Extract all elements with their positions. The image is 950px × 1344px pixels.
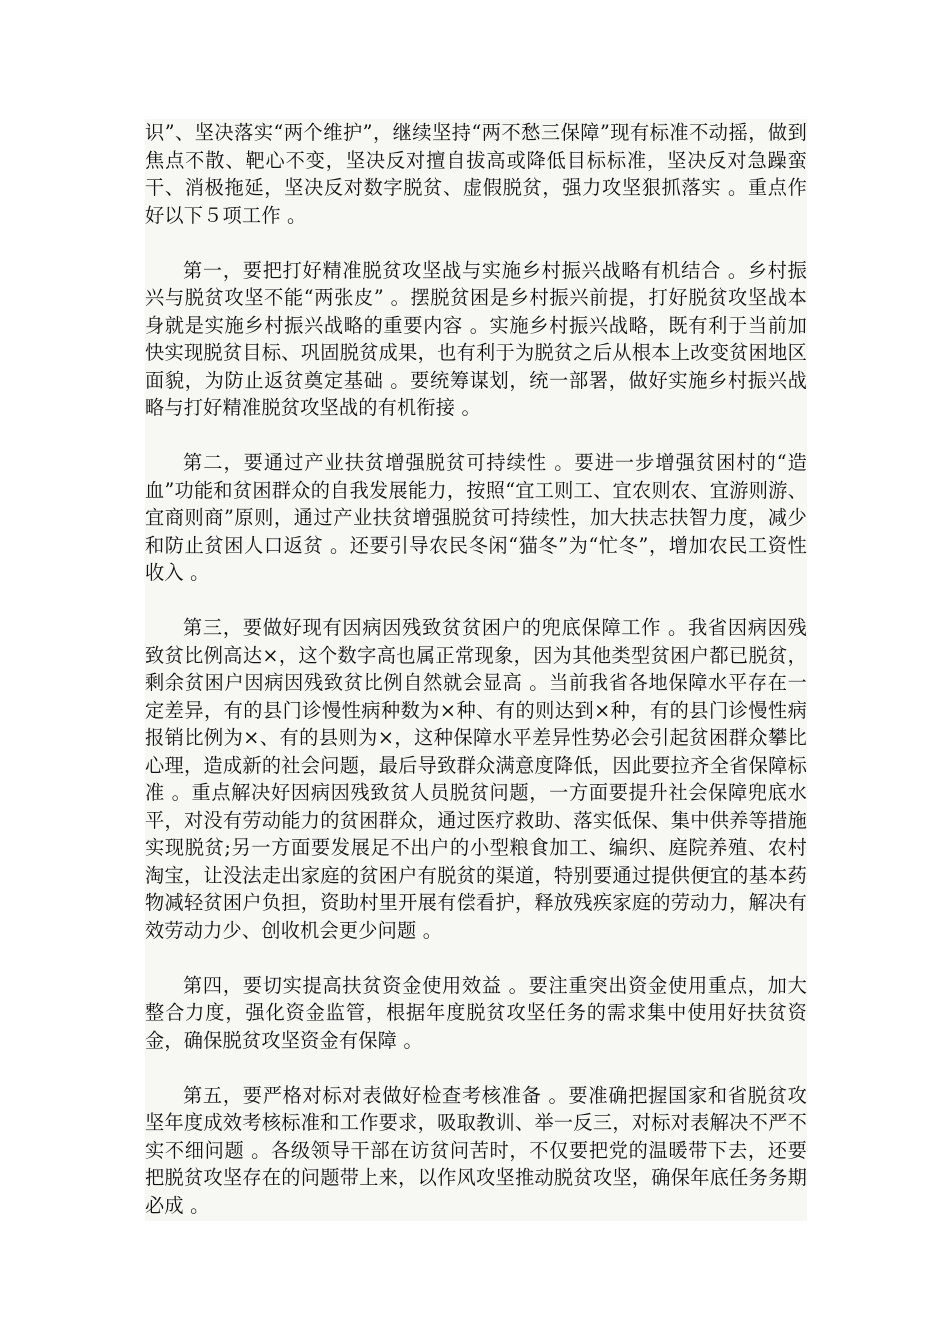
paragraph-gap xyxy=(145,229,807,257)
paragraph-intro: 识”、坚决落实“两个维护”，继续坚持“两不愁三保障”现有标准不动摇，做到焦点不散、靶心不变，坚决反对擅自拔高或降低目标标准，坚决反对急躁蛮干、消极拖延，坚决反对数字脱贫、虚假脱贫，强力攻坚狠抓落实 。重点作好以下５项工作 。 xyxy=(145,121,807,227)
paragraph-gap xyxy=(145,944,807,972)
paragraph-second-point: 第二，要通过产业扶贫增强脱贫可持续性 。要进一步增强贫困村的“造血”功能和贫困群众的自我发展能力，按照“宜工则工、宜农则农、宜游则游、宜商则商”原则，通过产业扶贫增强脱贫可持续性，加大扶志扶智力度，减少和防止贫困人口返贫 。还要引导农民冬闲“猫冬”为“忙冬”，增加农民工资性收入 。 xyxy=(145,451,807,584)
paragraph-gap xyxy=(145,1054,807,1082)
paragraph-gap xyxy=(145,587,807,615)
paragraph-fourth-point: 第四，要切实提高扶贫资金使用效益 。要注重突出资金使用重点，加大整合力度，强化资金监管，根据年度脱贫攻坚任务的需求集中使用好扶贫资金，确保脱贫攻坚资金有保障 。 xyxy=(145,973,807,1052)
document-body xyxy=(145,119,807,1221)
paragraph-gap xyxy=(145,422,807,450)
paragraph-third-point: 第三，要做好现有因病因残致贫贫困户的兜底保障工作 。我省因病因残致贫比例高达×，这个数字高也属正常现象，因为其他类型贫困户都已脱贫，剩余贫困户因病因残致贫比例自然就会显高 。当前我省各地保障水平存在一定差异，有的县门诊慢性病种数为×种、有的则达到×种，有的县门诊慢性病报销比例为×、有的县则为×，这种保障水平差异性势必会引起贫困群众攀比心理，造成新的社会问题，最后导致群众满意度降低，因此要拉齐全省保障标准 。重点解决好因病因残致贫人员脱贫问题，一方面要提升社会保障兜底水平，对没有劳动能力的贫困群众，通过医疗救助、落实低保、集中供养等措施实现脱贫;另一方面要发展足不出户的小型粮食加工、编织、庭院养殖、农村淘宝，让没法走出家庭的贫困户有脱贫的渠道，特别要通过提供便宜的基本药物减轻贫困户负担，资助村里开展有偿看护，释放残疾家庭的劳动力，解决有效劳动力少、创收机会更少问题 。 xyxy=(145,616,807,942)
paragraph-fifth-point: 第五，要严格对标对表做好检查考核准备 。要准确把握国家和省脱贫攻坚年度成效考核标准和工作要求，吸取教训、举一反三，对标对表解决不严不实不细问题 。各级领导干部在访贫问苦时，不仅要把党的温暖带下去，还要把脱贫攻坚存在的问题带上来，以作风攻坚推动脱贫攻坚，确保年底任务务期必成 。 xyxy=(145,1083,807,1217)
paragraph-first-point: 第一，要把打好精准脱贫攻坚战与实施乡村振兴战略有机结合 。乡村振兴与脱贫攻坚不能“两张皮” 。摆脱贫困是乡村振兴前提，打好脱贫攻坚战本身就是实施乡村振兴战略的重要内容 。实施乡村振兴战略，既有利于当前加快实现脱贫目标、巩固脱贫成果，也有利于为脱贫之后从根本上改变贫困地区面貌，为防止返贫奠定基础 。要统筹谋划，统一部署，做好实施乡村振兴战略与打好精准脱贫攻坚战的有机衔接 。 xyxy=(145,258,807,419)
